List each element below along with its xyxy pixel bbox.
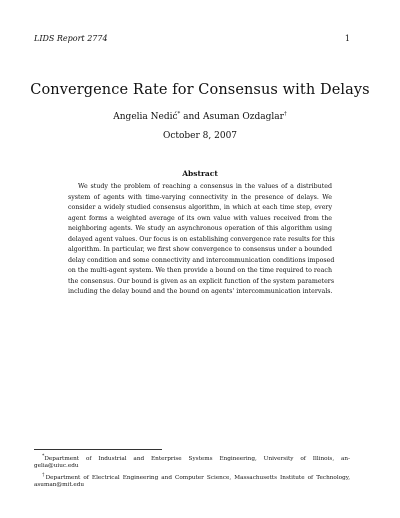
- footnote-1-text: Department of Industrial and Enterprise Systems Engineering, University of Illinois, an-: [44, 455, 350, 462]
- abstract-line: algorithm. In particular, we first show convergence to consensus under a bounded: [68, 246, 332, 253]
- author-conjunction: and: [183, 112, 201, 122]
- author-name-1: Angelia Nedić: [113, 112, 178, 122]
- page-number: 1: [344, 34, 350, 43]
- footnote-1-mark: *: [42, 454, 45, 459]
- author-mark-1: *: [177, 111, 181, 117]
- abstract-heading: Abstract: [182, 169, 218, 178]
- abstract-line: consider a widely studied consensus algorithm, in which at each time step, every: [68, 204, 332, 211]
- author-mark-2: †: [283, 111, 287, 117]
- author-name-2: Asuman Ozdaglar: [202, 112, 284, 122]
- abstract-line: neighboring agents. We study an asynchronous operation of this algorithm using: [68, 225, 332, 232]
- abstract-line: system of agents with time-varying connectivity in the presence of delays. We: [68, 193, 332, 201]
- abstract-line: delayed agent values. Our focus is on establishing convergence rate results for this: [68, 235, 335, 243]
- footnote-rule: [34, 449, 162, 450]
- footnote-2-line-1: [34, 472, 350, 481]
- footnote-2-line-2: asuman@mit.edu: [34, 481, 85, 488]
- abstract-line: including the delay bound and the bound on agents' intercommunication intervals.: [68, 288, 333, 295]
- abstract-line: delay condition and some connectivity and intercommunication conditions imposed: [68, 256, 335, 264]
- abstract-line: on the multi-agent system. We then provide a bound on the time required to reach: [68, 267, 332, 274]
- running-header: [34, 34, 350, 43]
- paper-date: October 8, 2007: [162, 131, 238, 141]
- footnotes: [34, 453, 350, 489]
- abstract-line: the consensus. Our bound is given as an explicit function of the system parameters: [68, 277, 335, 285]
- footnote-1-line-2: gelia@uiuc.edu: [34, 462, 79, 469]
- footnote-1-line-1: [34, 453, 350, 462]
- abstract-line: We study the problem of reaching a consensus in the values of a distributed: [78, 183, 332, 190]
- footnote-2-text: Department of Electrical Engineering and Computer Science, Massachusetts Institute of Technology,: [45, 475, 350, 482]
- report-label: LIDS Report 2774: [34, 34, 108, 43]
- abstract-body: [68, 182, 335, 298]
- author-line: [0, 111, 400, 122]
- footnote-2-mark: †: [42, 473, 46, 479]
- paper-title: Convergence Rate for Consensus with Delays: [30, 82, 370, 98]
- abstract-line: agent forms a weighted average of its own value with values received from the: [68, 214, 332, 222]
